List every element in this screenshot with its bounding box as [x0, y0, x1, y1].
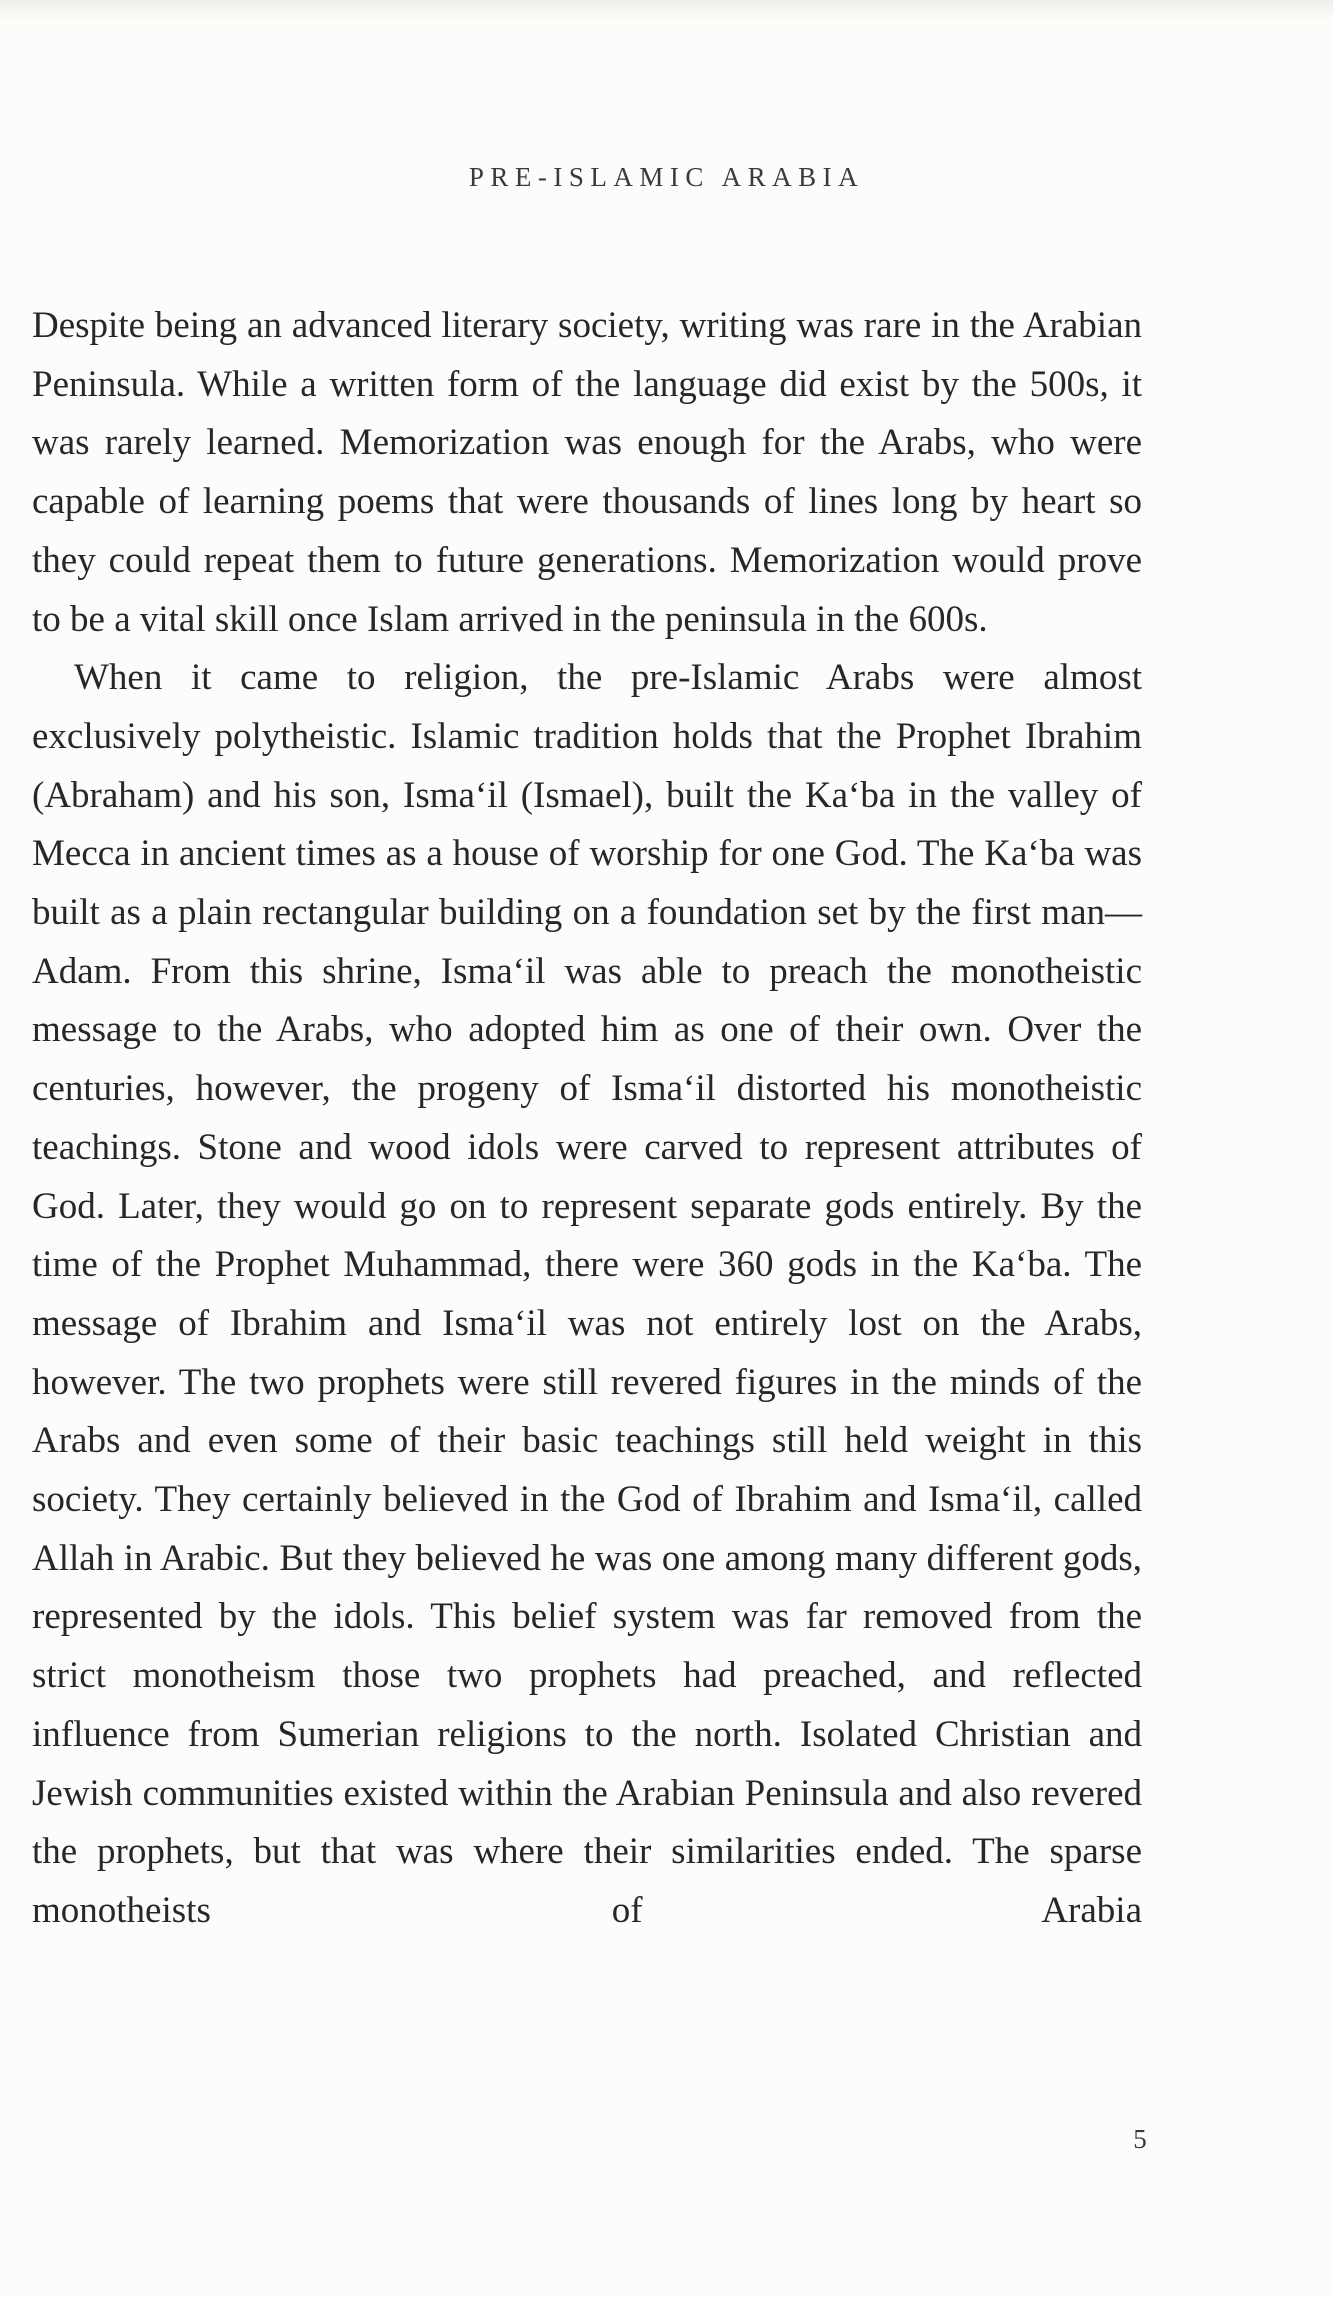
- page-edge-shadow: [0, 0, 1333, 22]
- body-text: [32, 297, 1142, 1941]
- paragraph-religion: When it came to religion, the pre-Islamic Arabs were almost exclusively polytheistic. Islamic tradition holds that the Prophet Ibrahim (Abraham) and his son, Isma‘il (Ismael), built the Ka‘ba in the valley of Mecca in ancient times as a house of worship for one God. The Ka‘ba was built as a plain rectangular building on a foundation set by the first man—Adam. From this shrine, Isma‘il was able to preach the monotheistic message to the Arabs, who adopted him as one of their own. Over the centuries, however, the progeny of Isma‘il distorted his monotheistic teachings. Stone and wood idols were carved to represent attributes of God. Later, they would go on to represent separate gods entirely. By the time of the Prophet Muhammad, there were 360 gods in the Ka‘ba. The message of Ibrahim and Isma‘il was not entirely lost on the Arabs, however. The two prophets were still revered figures in the minds of the Arabs and even some of their basic teachings still held weight in this society. They certainly believed in the God of Ibrahim and Isma‘il, called Allah in Arabic. But they believed he was one among many different gods, represented by the idols. This belief system was far removed from the strict monotheism those two prophets had preached, and reflected influence from Sumerian religions to the north. Isolated Christian and Jewish communities existed within the Arabian Peninsula and also revered the prophets, but that was where their similarities ended. The sparse monotheists of Arabia: [32, 657, 1142, 1931]
- running-head: PRE-ISLAMIC ARABIA: [468, 162, 865, 192]
- page-number: 5: [1133, 2124, 1147, 2154]
- paragraph-writing-memorization: Despite being an advanced literary society, writing was rare in the Arabian Peninsula. While a written form of the language did exist by the 500s, it was rarely learned. Memorization was enough for the Arabs, who were capable of learning poems that were thousands of lines long by heart so they could repeat them to future generations. Memorization would prove to be a vital skill once Islam arrived in the peninsula in the 600s.: [32, 305, 1142, 640]
